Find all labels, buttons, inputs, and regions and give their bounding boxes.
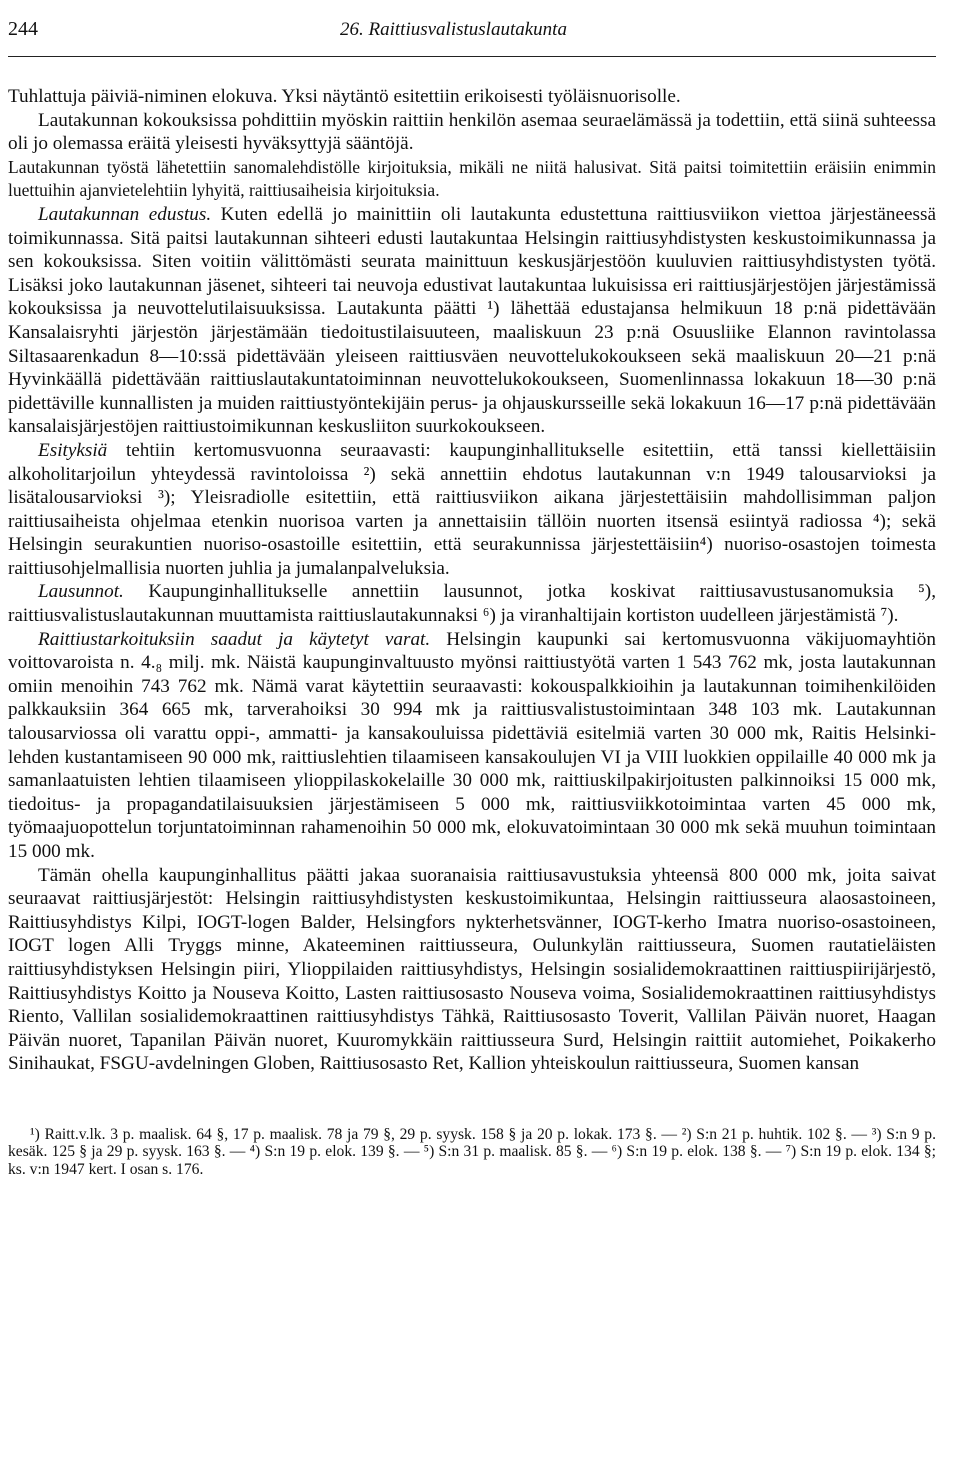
section-heading: Raittiustarkoituksiin saadut ja käytetyt varat. <box>38 628 431 650</box>
header-rule <box>8 56 936 57</box>
page-number: 244 <box>8 18 38 40</box>
section-esityksia: Esityksiä tehtiin kertomusvuonna seuraavasti: kaupunginhallitukselle esitettiin, että tanssi kiellettäisiin alkoholitarjoilun yhteydessä ravintoloissa ²) sekä annettiin ehdotus lautakunnan v:n 1949 talousarvioksi ja lisätalousarvioksi ³); Yleisradiolle esitettiin, että raittiusviikon aikana järjestettäisiin mahdollisimman paljon raittiusaiheista ohjelmaa etenkin nuorisoa varten ja annettaisiin tällöin nuorten itsensä esiintyä radiossa ⁴); sekä Helsingin seurakuntien nuoriso-osastoille esitettiin, että seurakunnissa järjestettäisiin⁴) nuoriso-osastojen toimesta raittiusohjelmallisia nuorten juhlia ja jumalanpalveluksia. <box>8 439 936 579</box>
footnotes <box>8 1126 936 1178</box>
paragraph: Lautakunnan työstä lähetettiin sanomalehdistölle kirjoituksia, mikäli ne niitä halusivat. Sitä paitsi toimitettiin eräisiin enimmin luettuihin ajanvietelehtiin lyhyitä, raittiusaiheisia kirjoituksia. <box>8 156 936 201</box>
section-lautakunnan-edustus: Lautakunnan edustus. Kuten edellä jo mainittiin oli lautakunta edustettuna raittiusviikon viettoa järjestäneessä toimikunnassa. Sitä paitsi lautakunnan sihteeri edusti lautakuntaa Helsingin raittiusyhdistysten keskustoimikunnassa ja sen kokouksissa. Siten voitiin välittömästi seurata mainittuun keskusjärjestöön kuuluvien raittiusyhdistysten työtä. Lisäksi joko lautakunnan jäsenet, sihteeri tai neuvoja edustivat lautakuntaa lukuisissa eri raittiusjärjestöjen järjestämissä kokouksissa ja neuvottelutilaisuuksissa. Lautakunta päätti ¹) lähettää edustajansa helmikuun 18 p:nä pidettävään Kansalaisryhti järjestön järjestämään tiedoitustilaisuuteen, maaliskuun 23 p:nä Osuusliike Elannon ravintolassa Siltasaarenkadun 8—10:ssä pidettävään yleiseen raittiusväen neuvottelukokoukseen sekä maaliskuun 20—21 p:nä Hyvinkäällä pidettävään raittiuslautakuntatoiminnan neuvottelukokoukseen, Suomenlinnassa lokakuun 18—30 p:nä pidettäville kunnallisten ja muiden raittiustyöntekijäin perus- ja ohjauskursseille sekä lokakuun 16—17 p:nä pidettävään kansalaisjärjestöjen raittiustoimikunnan keskusliiton suurkokoukseen. <box>8 203 936 438</box>
paragraph: Tuhlattuja päiviä-niminen elokuva. Yksi näytäntö esitettiin erikoisesti työläisnuorisolle. <box>8 86 681 107</box>
section-varat: Raittiustarkoituksiin saadut ja käytetyt varat. Helsingin kaupunki sai kertomusvuonna väkijuomayhtiön voittovaroista n. 4.₈ milj. mk. Näistä kaupunginvaltuusto myönsi raittiustyötä varten 1 543 762 mk, josta lautakunnan omiin menoihin 743 762 mk. Nämä varat käytettiin seuraavasti: kokouspalkkioihin ja lautakunnan toimihenkilöiden palkkauksiin 364 665 mk, tarverahoiksi 30 994 mk ja raittiusvalistustoimintaan 348 103 mk. Lautakunnan talousarviossa oli varattu oppi-, ammatti- ja kansakouluissa pidettäviä esitelmiä varten 30 000 mk, Raitis Helsinki-lehden kustantamiseen 90 000 mk, raittiuslehtien tilaamiseen kansakoulujen VI ja VIII luokkien oppilaille 40 000 mk ja samanlaatuisten lehtien tilaamiseen ylioppilaskokelaille 30 000 mk, raittiuskilpakirjoitusten palkinnoiksi 15 000 mk, tiedoitus- ja propagandatilaisuuksien järjestämiseen 5 000 mk, raittiusviikkotoimintaa varten 45 000 mk, työmaajuopottelun torjuntatoiminnan rahamenoihin 50 000 mk, elokuvatoimintaan 30 000 mk sekä muuhun toimintaan 15 000 mk. <box>8 628 936 862</box>
footnote-text: ¹) Raitt.v.lk. 3 p. maalisk. 64 §, 17 p. maalisk. 78 ja 79 §, 29 p. syysk. 158 § ja 20 p. lokak. 173 §. — ²) S:n 21 p. huhtik. 102 §. — ³) S:n 9 p. kesäk. 125 § ja 29 p. syysk. 163 §. — ⁴) S:n 19 p. elok. 139 §. — ⁵) S:n 31 p. maalisk. 85 §. — ⁶) S:n 19 p. elok. 138 §. — ⁷) S:n 19 p. elok. 134 §; ks. v:n 1947 kert. I osan s. 176. <box>8 1125 936 1178</box>
section-heading: Lautakunnan edustus. <box>38 203 212 225</box>
paragraph: Lautakunnan kokouksissa pohdittiin myöskin raittiin henkilön asemaa seuraelämässä ja todettiin, että siinä suhteessa oli jo olemassa eräitä yleisesti hyväksyttyjä sääntöjä. <box>8 109 936 155</box>
page-header <box>8 18 936 48</box>
running-title: 26. Raittiusvalistuslautakunta <box>340 19 567 40</box>
section-heading: Lausunnot. <box>38 581 124 603</box>
section-heading: Esityksiä <box>38 439 108 461</box>
paragraph: Tämän ohella kaupunginhallitus päätti jakaa suoranaisia raittiusavustuksia yhteensä 800 000 mk, joita saivat seuraavat raittiusjärjestöt: Helsingin raittiusyhdistysten keskustoimikuntaa, Helsingin raittiusseura alaosastoineen, Raittiusyhdistys Kilpi, IOGT-logen Balder, Helsingfors nykterhetsvänner, IOGT-kerho Imatra nuoriso-osastoineen, IOGT logen Alli Tryggs minne, Akateeminen raittiusseura, Oulunkylän raittiusseura, Suomen rautatieläisten raittiusyhdistyksen Helsingin piiri, Ylioppilaiden raittiusyhdistys, Helsingin sosialidemokraattinen raittiuspiirijärjestö, Raittiusyhdistys Koitto ja Nouseva Koitto, Lasten raittiusosasto Nouseva voima, Sosialidemokraattinen raittiusyhdistys Riento, Vallilan sosialidemokraattinen raittiusyhdistys Tähkä, Raittiusosasto Toverit, Vallilan Päivän nuoret, Haagan Päivän nuoret, Tapanilan Päivän nuoret, Kuuromykkäin raittiusseura Surd, Helsingin raittiit automiehet, Poikakerho Sinihaukat, FSGU-avdelningen Globen, Raittiusosasto Ret, Kallion yhteiskoulun raittiusseura, Suomen kansan <box>8 864 936 1075</box>
body-text <box>8 85 936 1076</box>
section-lausunnot: Lausunnot. Kaupunginhallitukselle annettiin lausunnot, jotka koskivat raittiusavustusanomuksia ⁵), raittiusvalistuslautakunnan muuttamista raittiuslautakunnaksi ⁶) ja viranhaltijain kortiston uudelleen järjestämistä ⁷). <box>8 581 936 627</box>
document-page <box>8 18 936 1178</box>
